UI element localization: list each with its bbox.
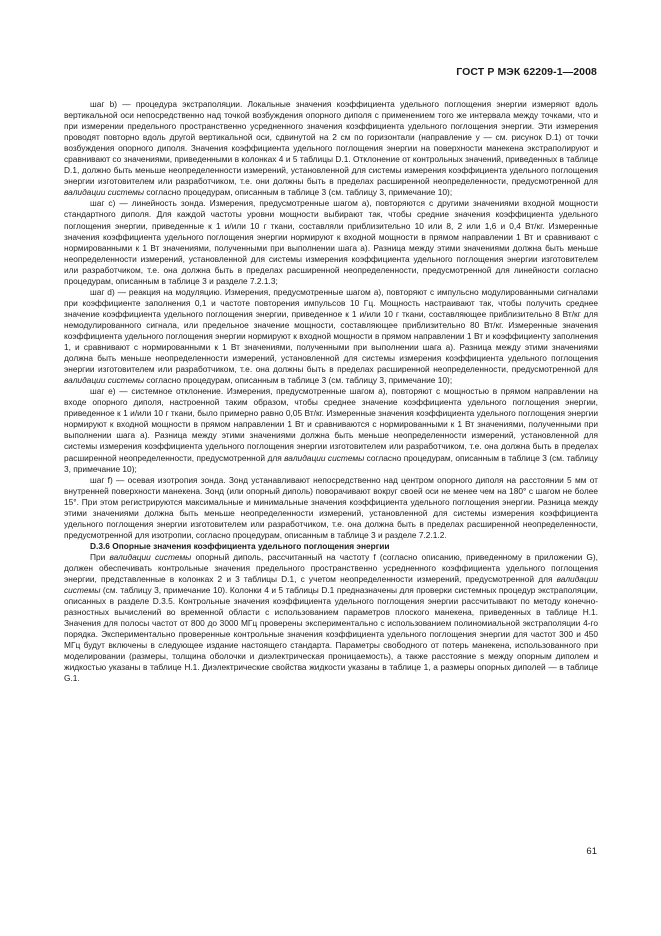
italic-term: валидации системы xyxy=(284,452,365,463)
section-heading xyxy=(64,541,598,552)
text-run: (см. таблицу 3, примечание 10). Колонки 4 и 5 таблицы D.1 предназначены для проверки системных процедур экстраполяции, описанных в разделе D.3.5. Контрольные значения коэффициента удельного поглощения энергии рассчитывают по методу конечно-разностных вычислений во временной области с использованием параметров плоского манекена, приведенных в таблице H.1. Значения для полосы частот от 800 до 3000 МГц проверены экспериментально с использованием полиномиальной экстраполяции 4-го порядка. Экспериментально проверенные контрольные значения коэффициента удельного поглощения энергии для частот 300 и 450 МГц будут включены в следующее издание настоящего стандарта. Параметры свободного от потерь манекена, использованного при моделировании (размеры, толщина оболочки и диэлектрическая проницаемость), а также расстояние s между опорным диполем и жидкостью указаны в таблице H.1. Диэлектрические свойства жидкости указаны в таблице 1, а размеры опорных диполей — в таблице G.1. xyxy=(64,585,598,684)
text-run: шаг f) — осевая изотропия зонда. Зонд устанавливают непосредственно над центром опорного диполя на расстоянии 5 мм от внутренней поверхности манекена. Зонд (или опорный диполь) поворачивают вокруг своей оси не менее чем на 180° с шагом не более 15°. При этом регистрируются максимальные и минимальные значения коэффициента удельного поглощения энергии. Разница между этими значениями должна быть меньше неопределенности измерений, установленной для системы измерения коэффициента удельного поглощения энергии изготовителем или разработчиком, т.е. она должна быть в пределах расширенной неопределенности, предусмотренной для изотропии, согласно процедурам, описанным в таблице 3 и разделе 7.2.1.2. xyxy=(64,474,598,540)
text-run: При xyxy=(90,551,110,562)
text-run: шаг b) — процедура экстраполяции. Локальные значения коэффициента удельного поглощения энергии измеряют вдоль вертикальной оси непосредственно над точкой возбуждения опорного диполя с применением того же интервала между точками, что и при измерении предельного пространственно усредненного значения коэффициента удельного поглощения энергии. Эти измерения проводят повторно вдоль другой вертикальной оси, сдвинутой на 2 см по горизонтали (направление y — см. рисунок D.1) от точки возбуждения опорного диполя. Значения коэффициента удельного поглощения энергии на поверхности манекена экстраполируют и сравнивают со значениями, приведенными в колонках 4 и 5 таблицы D.1. Отклонение от контрольных значений, приведенных в таблице D.1, должно быть меньше неопределенности измерений, установленной для системы измерения коэффициента удельного поглощения энергии изготовителем или разработчиком, т.е. они должны быть в пределах расширенной неопределенности, предусмотренной для xyxy=(64,99,598,187)
text-run: шаг c) — линейность зонда. Измерения, предусмотренные шагом а), повторяются с другими значениями входной мощности стандартного диполя. Для каждой частоты уровни мощности выбирают так, чтобы средние значения коэффициента удельного поглощения энергии, приведенные к 1 и/или 10 г ткани, составляли приблизительно 10 или 8, 2 или 1,6 и 0,4 Вт/кг. Измеренные значения коэффициента удельного поглощения энергии нормируют к входной мощности в прямом направлении 1 Вт и сравнивают с нормированными к 1 Вт значениями, полученными при выполнении шага а). Разница между этими значениями должна быть меньше неопределенности измерений, установленной для системы измерения коэффициента удельного поглощения энергии изготовителем или разработчиком, т.е. она должна быть в пределах расширенной неопределенности, предусмотренной для линейности согласно процедурам, описанным в таблице 3 и разделе 7.2.1.3; xyxy=(64,198,598,286)
text-run: шаг d) — реакция на модуляцию. Измерения, предусмотренные шагом а), повторяют с импульсно модулированными сигналами при коэффициенте заполнения 0,1 и частоте повторения импульсов 10 Гц. Мощность настраивают так, чтобы получить среднее значение коэффициента удельного поглощения энергии, приведенное к 1 и/или 10 г ткани, составляющее приблизительно 8 Вт/кг для немодулированного сигнала, или предельное значение мощности, составляющее приблизительно 80 Вт/кг. Измеренные значения коэффициента удельного поглощения энергии нормируют к входной мощности в прямом направлении 1 Вт и коэффициенту заполнения 1, и сравнивают с нормированными к 1 Вт значениями, полученными при выполнении шага а). Разница между этими значениями должна быть меньше неопределенности измерений, установленной для системы измерения коэффициента удельного поглощения энергии изготовителем или разработчиком, т.е. она должны быть в пределах расширенной неопределенности, предусмотренной для xyxy=(64,286,598,375)
text-run: согласно процедурам, описанным в таблице 3 (см. таблицу 3, примечание 10); xyxy=(64,452,598,474)
document-body xyxy=(64,99,598,684)
text-run: D.3.6 Опорные значения коэффициента удельного поглощения энергии xyxy=(90,540,390,551)
body-paragraph xyxy=(64,552,598,685)
body-paragraph xyxy=(64,99,598,198)
body-paragraph xyxy=(64,475,598,541)
text-run: согласно процедурам, описанным в таблице 3 (см. таблицу 3, примечание 10); xyxy=(144,375,453,386)
italic-term: валидации системы xyxy=(64,375,145,386)
body-paragraph xyxy=(64,287,598,386)
page-number: 61 xyxy=(586,846,597,857)
text-run: шаг e) — системное отклонение. Измерения, предусмотренные шагом а), повторяют с мощностью в прямом направлении на входе опорного диполя, настроенной таким образом, чтобы среднее значение коэффициента удельного поглощения энергии, приведенное к 1 и/или 10 г ткани, было примерно равно 0,05 Вт/кг. Измеренные значения коэффициента удельного поглощения энергии нормируют к входной мощности в прямом направлении 1 Вт и сравниваются с нормированными к 1 Вт значениями, полученными при выполнении шага а). Разница между этими значениями должна быть меньше неопределенности измерений, установленной для системы измерения коэффициента удельного поглощения энергии изготовителем или разработчиком, т.е. она должна быть в пределах расширенной неопределенности, предусмотренной для xyxy=(64,386,598,463)
body-paragraph xyxy=(64,198,598,286)
body-paragraph xyxy=(64,386,598,474)
standard-code-header: ГОСТ Р МЭК 62209-1—2008 xyxy=(456,66,597,78)
italic-term: валидации системы xyxy=(64,187,145,198)
italic-term: валидации системы xyxy=(64,574,598,596)
text-run: опорный диполь, рассчитанный на частоту f (согласно описанию, приведенному в приложении G), должен обеспечивать контрольные значения предельного пространственно усредненного коэффициента удельного поглощения энергии, представленные в колонках 2 и 3 таблицы D.1, с учетом неопределенности измерений, предусмотренной для xyxy=(64,551,598,585)
text-run: согласно процедурам, описанным в таблице 3 (см. таблицу 3, примечание 10); xyxy=(144,187,453,198)
italic-term: валидации системы xyxy=(109,551,192,562)
